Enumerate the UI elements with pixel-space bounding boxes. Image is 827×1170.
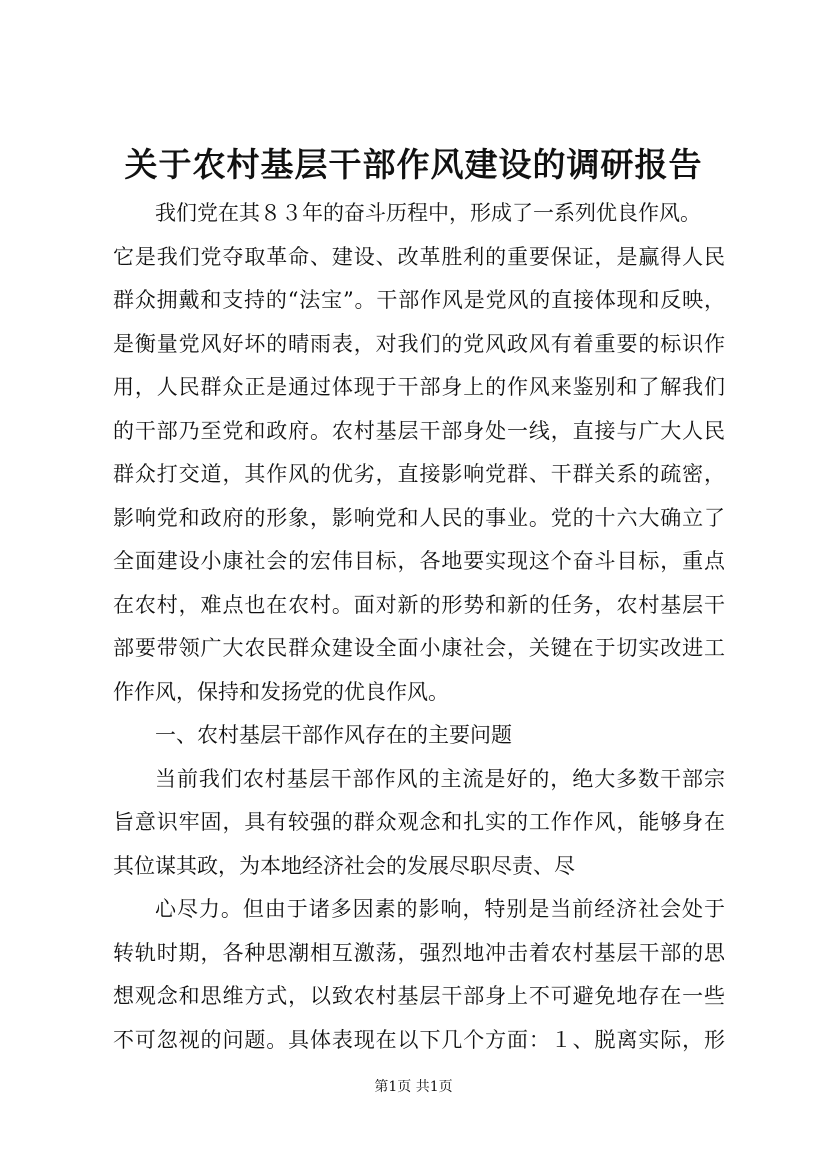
text-line: 转轨时期，各种思潮相互激荡，强烈地冲击着农村基层干部的思 xyxy=(113,940,725,965)
text-line: 想观念和思维方式，以致农村基层干部身上不可避免地存在一些 xyxy=(113,984,725,1008)
text-line: 其位谋其政，为本地经济社会的发展尽职尽责、尽 xyxy=(113,853,575,878)
text-line: 它是我们党夺取革命、建设、改革胜利的重要保证，是赢得人民 xyxy=(113,244,725,269)
text-line: 的干部乃至党和政府。农村基层干部身处一线，直接与广大人民 xyxy=(113,418,725,443)
text-line: 是衡量党风好坏的晴雨表，对我们的党风政风有着重要的标识作 xyxy=(113,331,725,356)
text-line: 旨意识牢固，具有较强的群众观念和扎实的工作作风，能够身在 xyxy=(113,810,725,834)
text-line: 在农村，难点也在农村。面对新的形势和新的任务，农村基层干 xyxy=(113,592,725,617)
text-line: 影响党和政府的形象，影响党和人民的事业。党的十六大确立了 xyxy=(113,505,725,530)
document-body xyxy=(113,192,725,1062)
document-title: 关于农村基层干部作风建设的调研报告 xyxy=(124,145,703,184)
text-line: 部要带领广大农民群众建设全面小康社会，关键在于切实改进工 xyxy=(113,636,725,660)
text-line: 群众拥戴和支持的“法宝”。干部作风是党风的直接体现和反映， xyxy=(113,288,725,312)
text-line: 我们党在其８３年的奋斗历程中，形成了一系列优良作风。 xyxy=(155,201,701,225)
section-heading: 一、农村基层干部作风存在的主要问题 xyxy=(155,723,512,747)
text-line: 心尽力。但由于诸多因素的影响，特别是当前经济社会处于 xyxy=(155,897,725,921)
text-line: 作作风，保持和发扬党的优良作风。 xyxy=(113,679,449,704)
text-line: 群众打交道，其作风的优劣，直接影响党群、干群关系的疏密， xyxy=(113,462,725,486)
text-line: 当前我们农村基层干部作风的主流是好的，绝大多数干部宗 xyxy=(155,766,725,791)
page-footer: 第1页 共1页 xyxy=(374,1079,453,1095)
text-line: 不可忽视的问题。具体表现在以下几个方面：１、脱离实际，形 xyxy=(113,1027,725,1052)
text-line: 全面建设小康社会的宏伟目标，各地要实现这个奋斗目标，重点 xyxy=(113,549,725,573)
text-line: 用，人民群众正是通过体现于干部身上的作风来鉴别和了解我们 xyxy=(113,375,725,399)
